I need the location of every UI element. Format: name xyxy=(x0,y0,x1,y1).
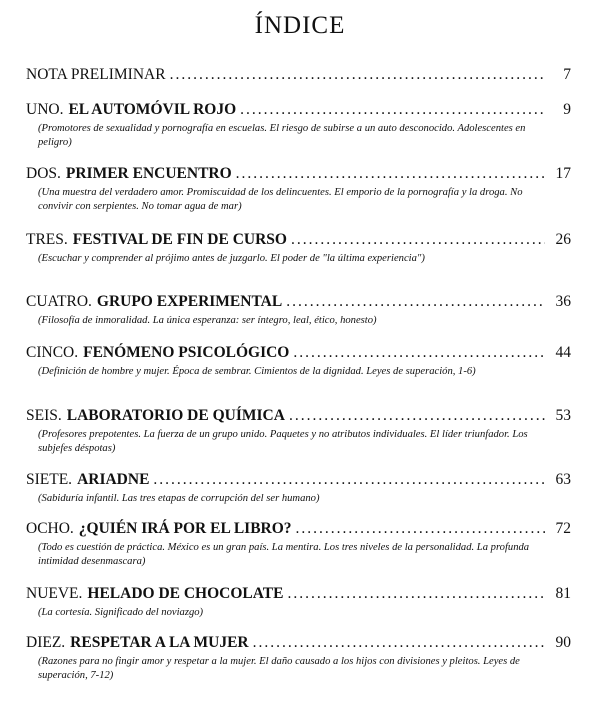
chapter-number: SEIS. xyxy=(26,407,62,424)
chapter-title: ¿QUIÉN IRÁ POR EL LIBRO? xyxy=(78,520,292,537)
page-number: 26 xyxy=(555,231,571,248)
chapter-description: (Profesores prepotentes. La fuerza de un grupo unido. Paquetes y no atributos individuales. El líder triunfador. Los subjefes déspotas) xyxy=(38,429,528,454)
chapter-description: (Sabiduría infantil. Las tres etapas de corrupción del ser humano) xyxy=(38,493,320,504)
toc-entry-siete xyxy=(26,471,571,506)
chapter-description: (La cortesía. Significado del noviazgo) xyxy=(38,607,204,618)
chapter-description: (Definición de hombre y mujer. Época de sembrar. Cimientos de la dignidad. Leyes de superación, 1-6) xyxy=(38,366,476,377)
chapter-number: DOS. xyxy=(26,165,61,182)
page-number: 81 xyxy=(555,585,571,602)
chapter-description: (Razones para no fingir amor y respetar a la mujer. El daño causado a los hijos con divisiones y pleitos. Leyes de superación, 7-12) xyxy=(38,656,520,681)
page-number: 9 xyxy=(563,101,571,118)
dot-leader xyxy=(253,634,545,652)
toc-entry-nueve xyxy=(26,585,571,620)
chapter-title: GRUPO EXPERIMENTAL xyxy=(96,293,283,310)
chapter-title: PRIMER ENCUENTRO xyxy=(65,165,232,182)
toc-entry-dos xyxy=(26,165,571,214)
dot-leader xyxy=(296,520,545,538)
chapter-number: SIETE. xyxy=(26,471,73,488)
dot-leader xyxy=(240,101,545,119)
chapter-number: TRES. xyxy=(26,231,68,248)
toc-entry-cuatro xyxy=(26,293,571,328)
page-number: 72 xyxy=(555,520,571,537)
chapter-description: (Todo es cuestión de práctica. México es un gran país. La mentira. Los tres niveles de la personalidad. La profunda intimidad desenmascara) xyxy=(38,542,530,567)
dot-leader xyxy=(153,471,545,489)
chapter-number: CINCO. xyxy=(26,344,79,361)
chapter-number: UNO. xyxy=(26,101,64,118)
dot-leader xyxy=(286,293,545,311)
entry-label: NOTA PRELIMINAR xyxy=(26,66,166,83)
chapter-description: (Escuchar y comprender al prójimo antes de juzgarlo. El poder de "la última experiencia") xyxy=(38,253,425,264)
chapter-number: DIEZ. xyxy=(26,634,66,651)
chapter-title: FESTIVAL DE FIN DE CURSO xyxy=(72,231,287,248)
toc-entry-cinco xyxy=(26,344,571,379)
dot-leader xyxy=(287,585,545,603)
chapter-number: CUATRO. xyxy=(26,293,92,310)
page-number: 63 xyxy=(555,471,571,488)
chapter-title: FENÓMENO PSICOLÓGICO xyxy=(83,344,290,361)
toc-entry-seis xyxy=(26,407,571,456)
chapter-number: OCHO. xyxy=(26,520,74,537)
page-number: 17 xyxy=(555,165,571,182)
chapter-title: ARIADNE xyxy=(77,471,150,488)
chapter-description: (Una muestra del verdadero amor. Promiscuidad de los delincuentes. El emporio de la pornografía y la droga. No convivir con serpientes. No tomar agua de mar) xyxy=(38,187,523,212)
dot-leader xyxy=(289,407,545,425)
dot-leader xyxy=(170,66,545,84)
page-number: 36 xyxy=(555,293,571,310)
toc-entry-nota-preliminar xyxy=(26,66,571,86)
chapter-title: EL AUTOMÓVIL ROJO xyxy=(68,101,237,118)
dot-leader xyxy=(293,344,545,362)
page-number: 90 xyxy=(555,634,571,651)
dot-leader xyxy=(291,231,545,249)
toc-entry-uno xyxy=(26,101,571,150)
chapter-title: RESPETAR A LA MUJER xyxy=(70,634,249,651)
chapter-number: NUEVE. xyxy=(26,585,83,602)
page-number: 7 xyxy=(563,66,571,83)
dot-leader xyxy=(236,165,545,183)
toc-entry-ocho xyxy=(26,520,571,569)
toc-entry-diez xyxy=(26,634,571,683)
page-number: 44 xyxy=(555,344,571,361)
chapter-description: (Filosofía de inmoralidad. La única esperanza: ser íntegro, leal, ético, honesto) xyxy=(38,315,377,326)
chapter-title: HELADO DE CHOCOLATE xyxy=(87,585,284,602)
chapter-title: LABORATORIO DE QUÍMICA xyxy=(66,407,285,424)
page-number: 53 xyxy=(555,407,571,424)
toc-entry-tres xyxy=(26,231,571,266)
page-title: ÍNDICE xyxy=(254,12,346,39)
chapter-description: (Promotores de sexualidad y pornografía en escuelas. El riesgo de subirse a un auto desconocido. Adolescentes en peligro) xyxy=(38,123,526,148)
